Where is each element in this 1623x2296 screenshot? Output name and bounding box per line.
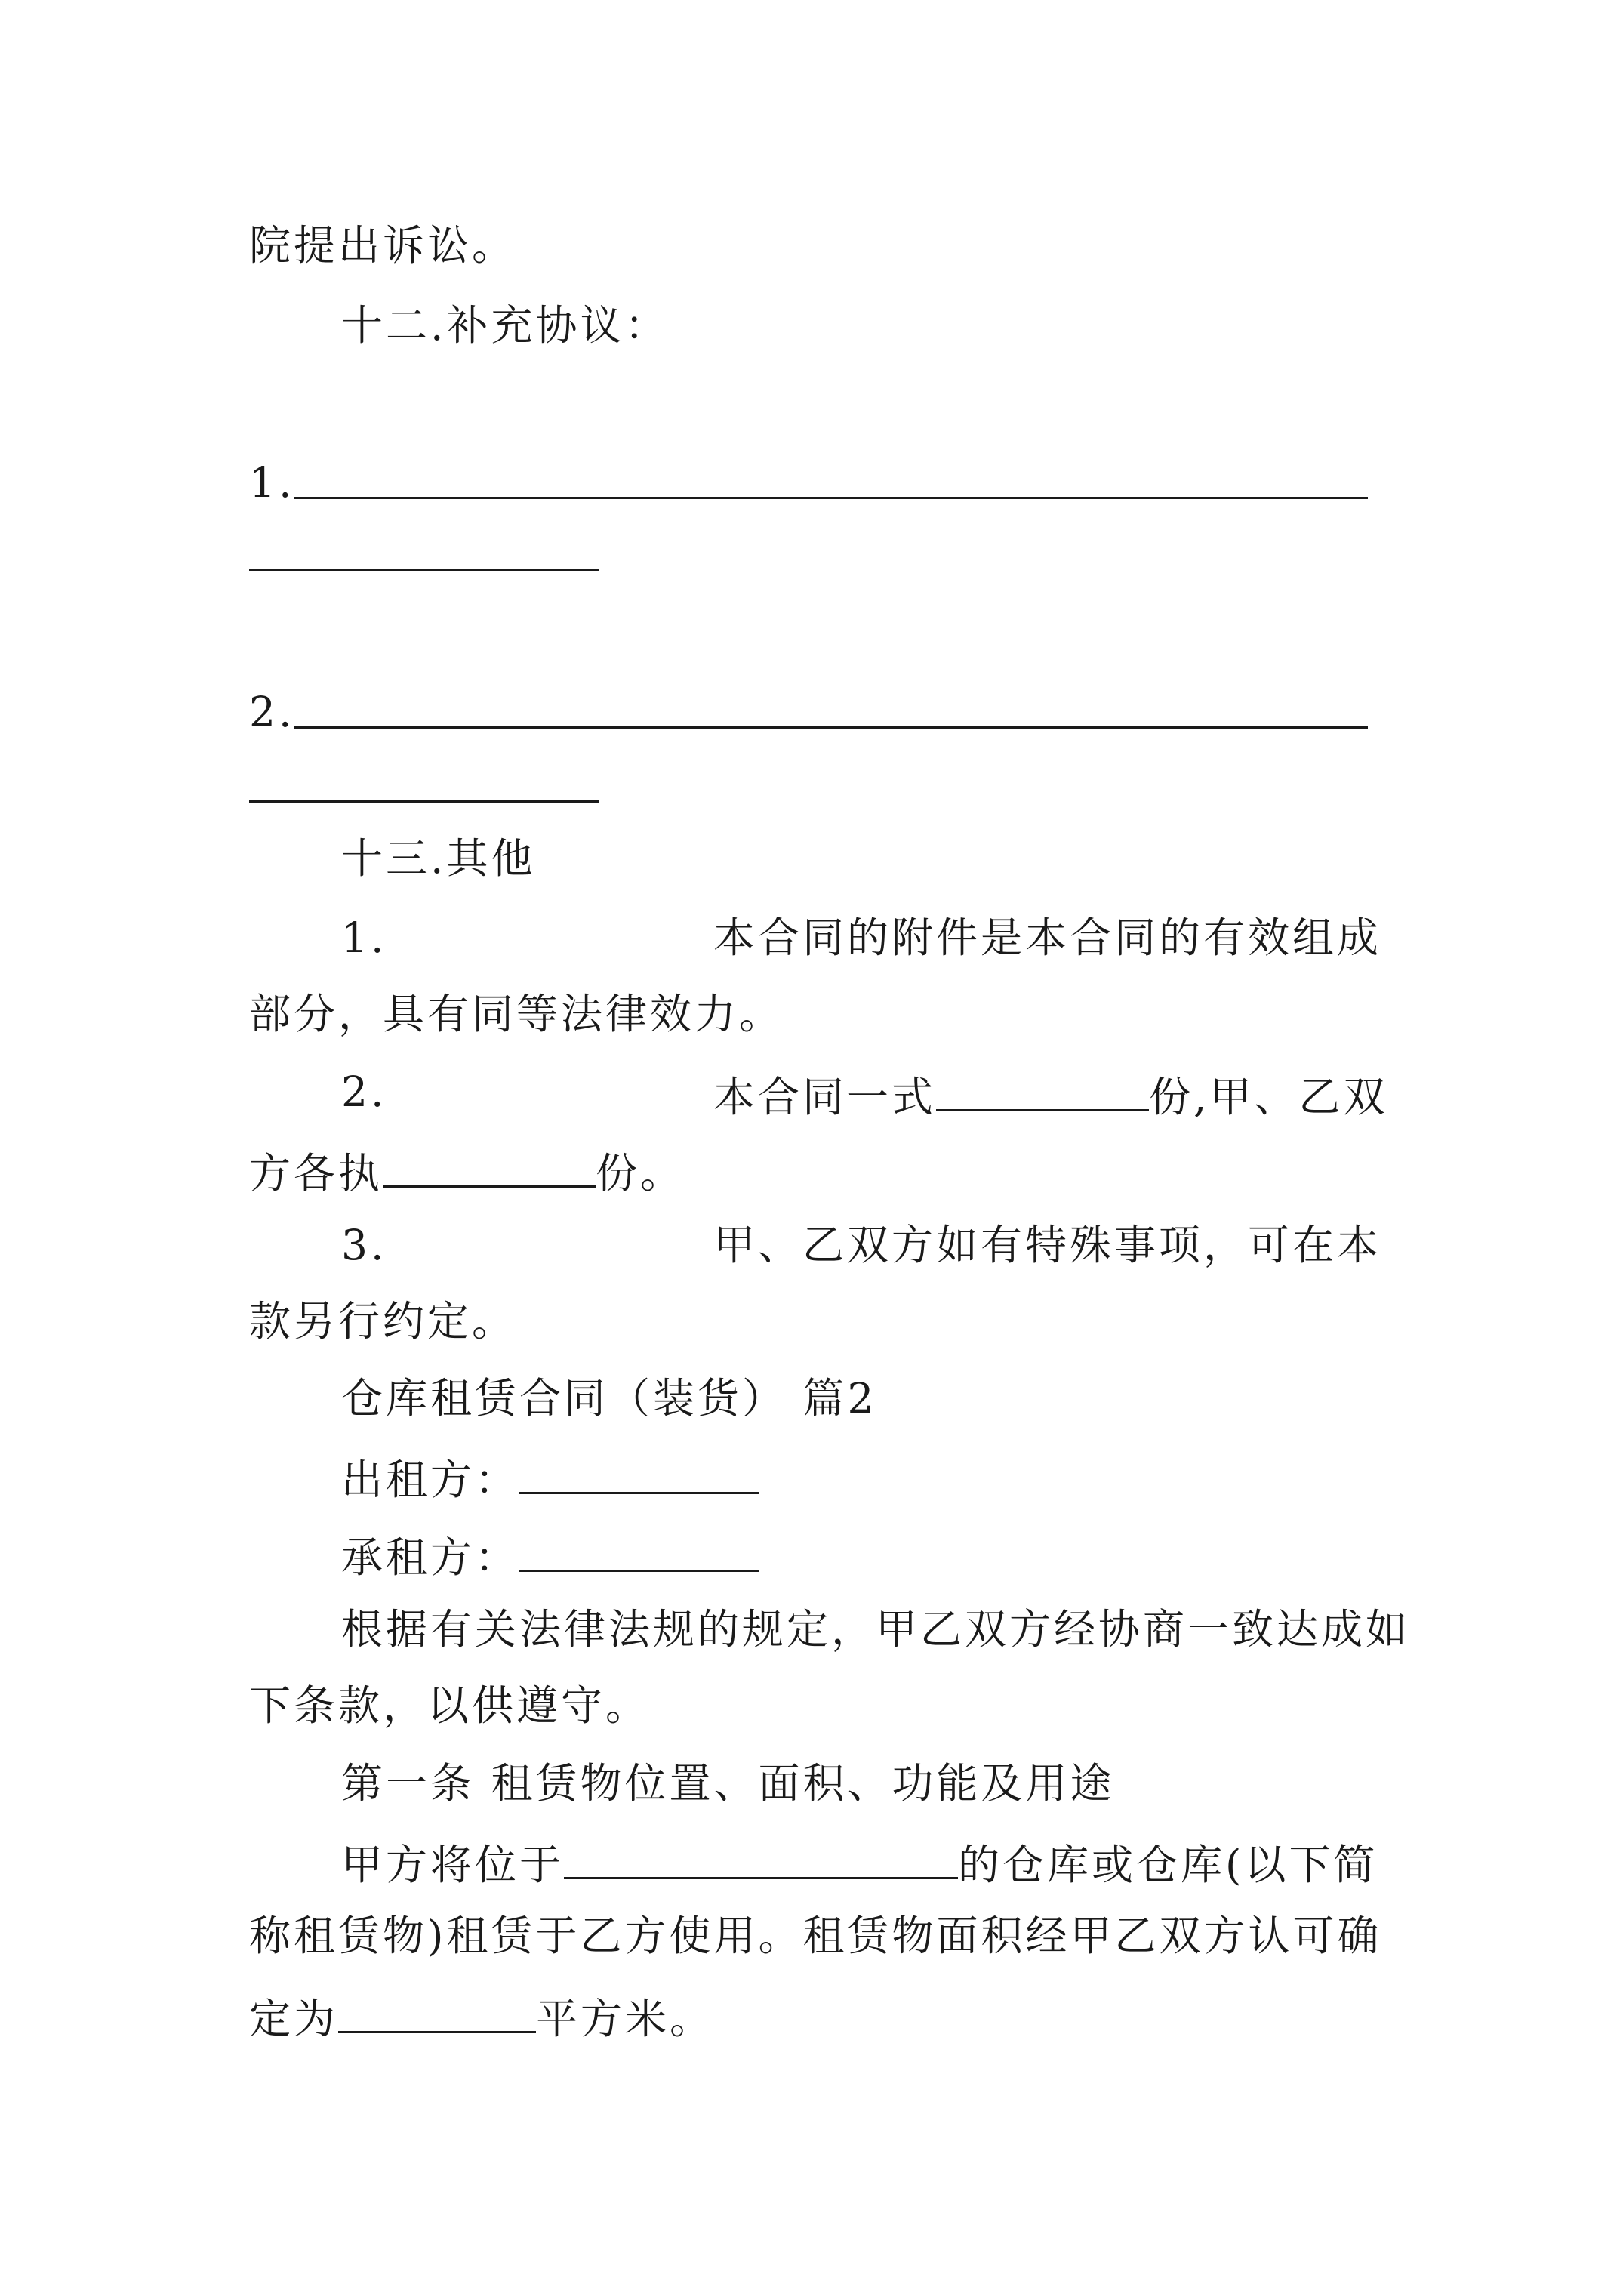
blank-underline[interactable] [249, 569, 599, 571]
text-segment: 份。 [596, 1149, 685, 1197]
text-line [341, 1833, 1378, 1889]
location-blank[interactable] [564, 1833, 958, 1879]
section-heading: 十二.补充协议： [341, 301, 670, 350]
text-line: 称租赁物)租赁于乙方使用。租赁物面积经甲乙双方认可确 [249, 1912, 1382, 1960]
lessor-label: 出租方： [341, 1456, 520, 1504]
text-line: 院提出诉讼。 [249, 221, 517, 270]
article-heading: 第一条 租赁物位置、面积、功能及用途 [341, 1759, 1115, 1808]
lessor-line [341, 1448, 759, 1504]
text-segment: 份,甲、乙双 [1149, 1073, 1388, 1121]
contract-title: 仓库租赁合同（装货） 篇2 [341, 1374, 877, 1422]
blank-underline[interactable] [249, 800, 599, 803]
copies-each-blank[interactable] [383, 1142, 596, 1188]
text-line [713, 1065, 1388, 1121]
text-line [249, 1142, 685, 1197]
text-segment: 定为 [249, 1995, 339, 2043]
list-number: 1. [341, 914, 387, 962]
text-line: 根据有关法律法规的规定，甲乙双方经协商一致达成如 [341, 1605, 1411, 1653]
text-segment: 方各执 [249, 1149, 383, 1197]
text-line: 本合同的附件是本合同的有效组成 [713, 914, 1382, 962]
blank-underline[interactable] [294, 497, 1368, 499]
area-blank[interactable] [338, 1987, 536, 2033]
text-line [249, 1987, 715, 2043]
list-number: 2. [341, 1068, 387, 1116]
text-line: 部分，具有同等法律效力。 [249, 990, 784, 1038]
supplement-item-number: 1. [249, 458, 295, 507]
lessee-line [341, 1526, 759, 1582]
copies-blank[interactable] [936, 1065, 1149, 1111]
section-heading: 十三.其他 [341, 834, 536, 883]
supplement-item-number: 2. [249, 688, 295, 736]
text-segment: 本合同一式 [713, 1073, 937, 1121]
text-line: 下条款，以供遵守。 [249, 1681, 651, 1730]
text-segment: 甲方将位于 [341, 1841, 565, 1889]
text-line: 甲、乙双方如有特殊事项，可在本 [713, 1221, 1382, 1269]
text-segment: 平方米。 [536, 1995, 715, 2043]
blank-underline[interactable] [294, 726, 1368, 729]
lessee-blank[interactable] [519, 1526, 759, 1572]
list-number: 3. [341, 1221, 387, 1269]
lessor-blank[interactable] [519, 1448, 759, 1494]
text-line: 款另行约定。 [249, 1297, 517, 1345]
lessee-label: 承租方： [341, 1533, 520, 1582]
text-segment: 的仓库或仓库(以下简 [958, 1841, 1378, 1889]
